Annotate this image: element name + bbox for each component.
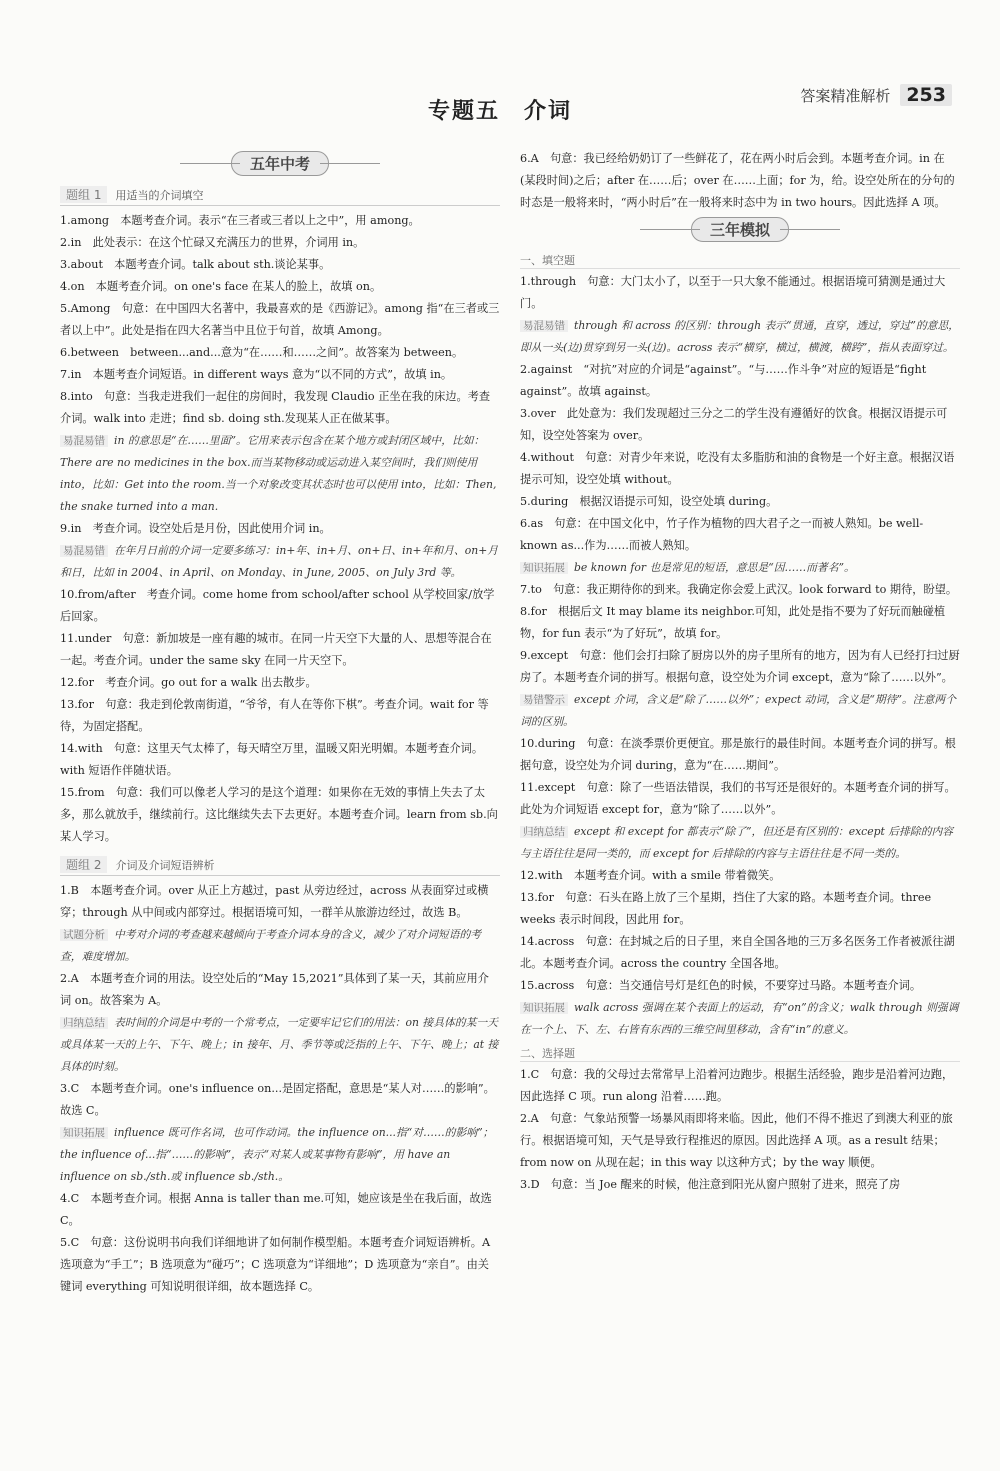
answer-item: 3.over 此处意为：我们发现超过三分之二的学生没有遵循好的饮食。根据汉语提示可知，设空处答案为 over。 bbox=[520, 407, 948, 442]
chapter-title: 专题五 介词 bbox=[427, 99, 572, 124]
section-title: 答案精准解析 bbox=[800, 86, 891, 105]
note-box bbox=[60, 1122, 500, 1188]
answer-item: 1.C 句意：我的父母过去常常早上沿着河边跑步。根据生活经验，跑步是沿着河边跑，因此选择 C 项。run along 沿着……跑。 bbox=[520, 1068, 954, 1103]
answer-item: 15.across 句意：当交通信号灯是红色的时候，不要穿过马路。本题考查介词。 bbox=[520, 979, 922, 992]
answer-item: 14.across 句意：在封城之后的日子里，来自全国各地的三万多名医务工作者被派往湖北。本题考查介词。across the country 全国各地。 bbox=[520, 935, 955, 970]
note-box bbox=[520, 689, 960, 733]
banner-three-year bbox=[520, 214, 960, 244]
note-box bbox=[520, 821, 960, 865]
note-tag: 知识拓展 bbox=[520, 562, 568, 574]
answer-item: 2.against “对抗”对应的介词是“against”。“与……作斗争”对应的短语是“fight against”。故填 against。 bbox=[520, 363, 927, 398]
section-heading: 一、填空题 bbox=[520, 252, 960, 269]
answer-item: 11.except 句意：除了一些语法错误，我们的书写还是很好的。本题考查介词的拼写。此处为介词短语 except for，意为“除了……以外”。 bbox=[520, 781, 956, 816]
answer-item: 5.C 句意：这份说明书向我们详细地讲了如何制作模型船。本题考查介词短语辨析。A 选项意为“手工”；B 选项意为“碰巧”；C 选项意为“详细地”；D 选项意为“亲自”。由关键词 everything 可知说明很详细，故本题选择 C。 bbox=[60, 1236, 491, 1293]
answer-item: 2.in 此处表示：在这个忙碌又充满压力的世界，介词用 in。 bbox=[60, 236, 365, 249]
answer-item: 6.A 句意：我已经给奶奶订了一些鲜花了，花在两小时后会到。本题考查介词。in 在(某段时间)之后；after 在……后；over 在……上面；for 为，给。设空处所在的分句的时态是一般将来时，“两小时后”在一般将来时态中为 in two hours。因此选择 A 项。 bbox=[520, 152, 955, 209]
page-number: 253 bbox=[900, 84, 952, 106]
note-tag: 试题分析 bbox=[60, 929, 108, 941]
answer-item: 5.Among 句意：在中国四大名著中，我最喜欢的是《西游记》。among 指“在三者或三者以上中”。此处是指在四大名著当中且位于句首，故填 Among。 bbox=[60, 302, 500, 337]
banner-label: 五年中考 bbox=[231, 151, 329, 176]
answer-item: 4.on 本题考查介词。on one's face 在某人的脸上，故填 on。 bbox=[60, 280, 382, 293]
answer-item: 9.except 句意：他们会打扫除了厨房以外的房子里所有的地方，因为有人已经打扫过厨房了。本题考查介词的拼写。根据句意，设空处为介词 except，意为“除了……以外”。 bbox=[520, 649, 960, 684]
group-label: 用适当的介词填空 bbox=[115, 188, 204, 202]
note-text: 中考对介词的考查越来越倾向于考查介词本身的含义，减少了对介词短语的考查，难度增加。 bbox=[60, 928, 482, 963]
note-tag: 知识拓展 bbox=[60, 1127, 108, 1139]
note-box bbox=[520, 557, 960, 579]
answer-item: 2.A 句意：气象站预警一场暴风雨即将来临。因此，他们不得不推迟了到澳大利亚的旅行。根据语境可知，天气是导致行程推迟的原因。因此选择 A 项。as a result 结果；from now on 从现在起；in this way 以这种方式；by the way 顺便。 bbox=[520, 1112, 953, 1169]
note-box bbox=[520, 997, 960, 1041]
note-text: through 和 across 的区别：through 表示“贯通，直穿，透过，穿过”的意思，即从一头(边)贯穿到另一头(边)。across 表示“横穿，横过，横渡，横跨”，指从表面穿过。 bbox=[520, 319, 960, 354]
answer-item: 3.C 本题考查介词。one's influence on...是固定搭配，意思是“某人对……的影响”。故选 C。 bbox=[60, 1082, 495, 1117]
answer-item: 10.during 句意：在淡季票价更便宜。那是旅行的最佳时间。本题考查介词的拼写。根据句意，设空处为介词 during，意为“在……期间”。 bbox=[520, 737, 956, 772]
note-text: walk across 强调在某个表面上的运动，有“on”的含义；walk through 则强调在一个上、下、左、右皆有东西的三维空间里移动，含有“in”的意义。 bbox=[520, 1001, 959, 1036]
answer-item: 4.without 句意：对青少年来说，吃没有太多脂肪和油的食物是一个好主意。根据汉语提示可知，设空处填 without。 bbox=[520, 451, 955, 486]
answer-item: 12.with 本题考查介词。with a smile 带着微笑。 bbox=[520, 869, 781, 882]
answer-item: 15.from 句意：我们可以像老人学习的是这个道理：如果你在无效的事情上失去了太多，那么就放手，继续前行。这比继续失去下去更好。本题考查介词。learn from sb.向某人学习。 bbox=[60, 786, 498, 843]
answer-item: 3.D 句意：当 Joe 醒来的时候，他注意到阳光从窗户照射了进来，照亮了房 bbox=[520, 1178, 901, 1191]
note-box bbox=[60, 540, 500, 584]
note-tag: 易混易错 bbox=[520, 320, 568, 332]
note-box bbox=[60, 1012, 500, 1078]
answer-item: 7.in 本题考查介词短语。in different ways 意为“以不同的方式”，故填 in。 bbox=[60, 368, 453, 381]
answer-item: 13.for 句意：石头在路上放了三个星期，挡住了大家的路。本题考查介词。three weeks 表示时间段，因此用 for。 bbox=[520, 891, 932, 926]
left-column bbox=[60, 148, 500, 1298]
banner-five-year bbox=[60, 148, 500, 178]
answer-item: 8.into 句意：当我走进我们一起住的房间时，我发现 Claudio 正坐在我的床边。考查介词。walk into 走进；find sb. doing sth.发现某人正在做某事。 bbox=[60, 390, 491, 425]
group-header-2 bbox=[60, 856, 500, 876]
group-label: 介词及介词短语辨析 bbox=[115, 858, 215, 872]
answer-item: 1.through 句意：大门太小了，以至于一只大象不能通过。根据语境可猜测是通过大门。 bbox=[520, 275, 946, 310]
answer-item: 3.about 本题考查介词。talk about sth.谈论某事。 bbox=[60, 258, 331, 271]
answer-item: 12.for 考查介词。go out for a walk 出去散步。 bbox=[60, 676, 317, 689]
note-tag: 知识拓展 bbox=[520, 1002, 568, 1014]
answer-item: 2.A 本题考查介词的用法。设空处后的“May 15,2021”具体到了某一天，其前应用介词 on。故答案为 A。 bbox=[60, 972, 489, 1007]
answer-item: 1.B 本题考查介词。over 从正上方越过，past 从旁边经过，across 从表面穿过或横穿；through 从中间或内部穿过。根据语境可知，一群羊从旅游边经过，故选 B。 bbox=[60, 884, 489, 919]
answer-item: 6.between between...and...意为“在……和……之间”。故答案为 between。 bbox=[60, 346, 464, 359]
note-text: except 和 except for 都表示“除了”，但还是有区别的：except 后排除的内容与主语往往是同一类的，而 except for 后排除的内容与主语往往是不同一类的。 bbox=[520, 825, 954, 860]
section-heading: 二、选择题 bbox=[520, 1045, 960, 1062]
answer-item: 1.among 本题考查介词。表示“在三者或三者以上之中”，用 among。 bbox=[60, 214, 420, 227]
note-tag: 易混易错 bbox=[60, 435, 108, 447]
group-header-1 bbox=[60, 186, 500, 206]
note-tag: 归纳总结 bbox=[520, 826, 568, 838]
banner-label: 三年模拟 bbox=[691, 217, 789, 242]
note-box bbox=[520, 315, 960, 359]
note-tag: 归纳总结 bbox=[60, 1017, 108, 1029]
answer-item: 5.during 根据汉语提示可知，设空处填 during。 bbox=[520, 495, 778, 508]
answer-item: 13.for 句意：我走到伦敦南街道，“爷爷，有人在等你下棋”。考查介词。wait for 等待，为固定搭配。 bbox=[60, 698, 489, 733]
note-text: influence 既可作名词，也可作动词。the influence on...指“对……的影响”；the influence of...指“……的影响”，表示“对某人或某事物有影响”，用 have an influence on sb./sth.或 influence sb./sth.。 bbox=[60, 1126, 494, 1183]
answer-item: 14.with 句意：这里天气太棒了，每天晴空万里，温暖又阳光明媚。本题考查介词。with 短语作伴随状语。 bbox=[60, 742, 484, 777]
answer-item: 9.in 考查介词。设空处后是月份，因此使用介词 in。 bbox=[60, 522, 331, 535]
note-tag: 易错警示 bbox=[520, 694, 568, 706]
answer-item: 11.under 句意：新加坡是一座有趣的城市。在同一片天空下大量的人、思想等混合在一起。考查介词。under the same sky 在同一片天空下。 bbox=[60, 632, 492, 667]
note-tag: 易混易错 bbox=[60, 545, 108, 557]
answer-item: 4.C 本题考查介词。根据 Anna is taller than me.可知，她应该是坐在我后面，故选 C。 bbox=[60, 1192, 492, 1227]
group-tag: 题组 2 bbox=[60, 856, 107, 873]
answer-item: 6.as 句意：在中国文化中，竹子作为植物的四大君子之一而被人熟知。be well-known as...作为……而被人熟知。 bbox=[520, 517, 924, 552]
note-text: 在年月日前的介词一定要多练习：in+年、in+月、on+日、in+年和月、on+月和日，比如 in 2004、in April、on Monday、in June, 2005、on July 3rd 等。 bbox=[60, 544, 499, 579]
note-text: 表时间的介词是中考的一个常考点，一定要牢记它们的用法：on 接具体的某一天或具体某一天的上午、下午、晚上；in 接年、月、季节等或泛指的上午、下午、晚上；at 接具体的时刻。 bbox=[60, 1016, 499, 1073]
note-text: be known for 也是常见的短语，意思是“因……而著名”。 bbox=[574, 561, 855, 574]
note-text: except 介词，含义是“除了……以外”；expect 动词，含义是“期待”。注意两个词的区别。 bbox=[520, 693, 956, 728]
note-box bbox=[60, 924, 500, 968]
note-box bbox=[60, 430, 500, 518]
answer-item: 10.from/after 考查介词。come home from school/after school 从学校回家/放学后回家。 bbox=[60, 588, 495, 623]
answer-item: 8.for 根据后文 It may blame its neighbor.可知，此处是指不要为了好玩而触碰植物，for fun 表示“为了好玩”，故填 for。 bbox=[520, 605, 946, 640]
group-tag: 题组 1 bbox=[60, 186, 107, 203]
right-column bbox=[520, 148, 960, 1196]
note-text: in 的意思是“在……里面”。它用来表示包含在某个地方或封闭区域中，比如：There are no medicines in the box.而当某物移动或运动进入某空间时，我们则使用 into，比如：Get into the room.当一个对象改变其状态时也可以使用 into，比如：Then, the snake turned into a man. bbox=[60, 434, 497, 513]
answer-item: 7.to 句意：我正期待你的到来。我确定你会爱上武汉。look forward to 期待，盼望。 bbox=[520, 583, 958, 596]
